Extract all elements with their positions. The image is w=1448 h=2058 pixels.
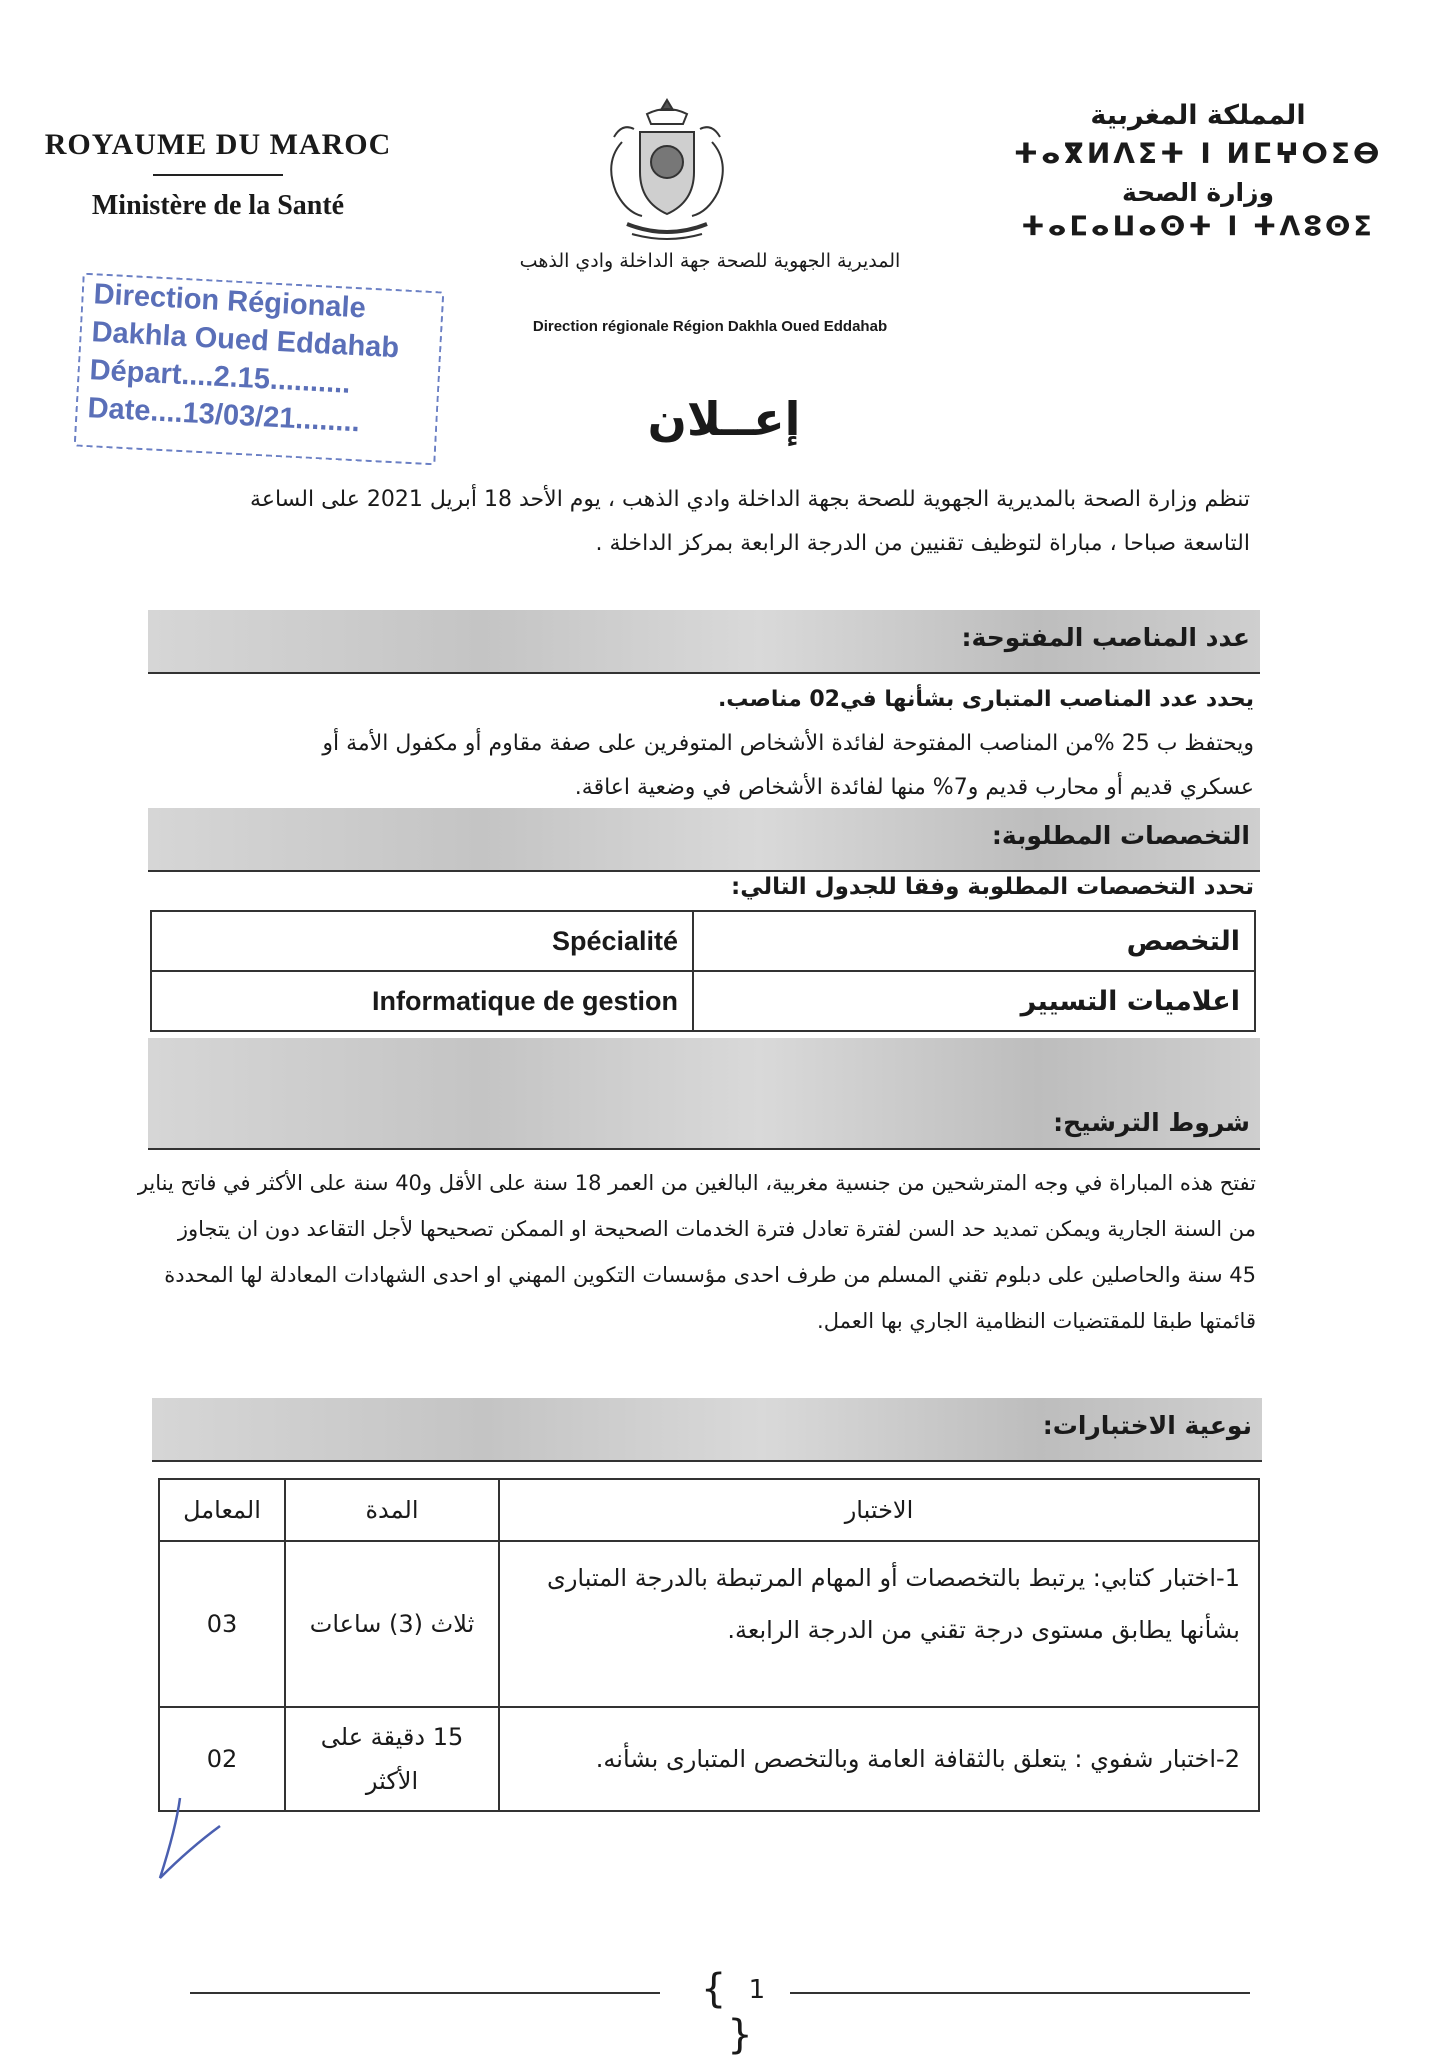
table-cell-exam: 2-اختبار شفوي : يتعلق بالثقافة العامة وبالتخصص المتبارى بشأنه. [499,1707,1259,1811]
section-heading-posts [148,610,1260,674]
posts-line: يحدد عدد المناصب المتبارى بشأنها في02 مناصب. [717,687,1254,712]
table-header-cell: التخصص [693,911,1255,971]
header-arabic [1008,100,1388,242]
fr-kingdom-name: ROYAUME DU MAROC [44,128,392,161]
ar-kingdom-name: المملكة المغربية [1090,100,1306,131]
header-divider [153,174,283,176]
stamp-line: Dakhla Oued Eddahab [90,316,400,365]
footer-rule-right [790,1992,1250,1994]
table-header-cell: Spécialité [151,911,693,971]
section-heading-text: عدد المناصب المفتوحة: [961,623,1250,652]
conditions-line: 45 سنة والحاصلين على دبلوم تقني المسلم من طرف احدى مؤسسات التكوين المهني او احدى الشهادات المعادلة لها المحددة [164,1263,1256,1287]
conditions-line: تفتح هذه المباراة في وجه المترشحين من جنسية مغربية، البالغين من العمر 18 سنة على الأقل و40 سنة على الأكثر في فاتح يناير [137,1171,1256,1195]
ar-ministry-name: وزارة الصحة [1121,178,1275,207]
exams-table [158,1478,1260,1812]
tifinagh-ministry-name: ⵜⴰⵎⴰⵡⴰⵙⵜ ⵏ ⵜⴷⵓⵙⵉ [1021,211,1375,242]
stamp-line: Date....13/03/21........ [86,392,361,439]
table-cell-duration [285,1707,499,1811]
section-heading-exams [152,1398,1262,1462]
specialties-table [150,910,1256,1032]
section-heading-text: شروط الترشيح: [1053,1108,1250,1137]
posts-line: ويحتفظ ب 25 %من المناصب المفتوحة لفائدة الأشخاص المتوفرين على صفة مقاوم أو مكفول الأمة أو [322,731,1254,756]
table-row [159,1541,1259,1707]
exam-line: بشأنها يطابق مستوى درجة تقني من الدرجة الرابعة. [727,1616,1240,1644]
footer-rule-left [190,1992,660,1994]
conditions-line: من السنة الجارية ويمكن تمديد حد السن لفترة تعادل فترة الخدمات الصحيحة او الممكن تصحيحها لأجل التقاعد دون ان يتجاوز [177,1217,1256,1241]
posts-paragraph [160,678,1254,810]
table-cell: Informatique de gestion [151,971,693,1031]
table-cell-exam [499,1541,1259,1707]
table-cell-duration: ثلاث (3) ساعات [285,1541,499,1707]
table-cell-coef: 02 [159,1707,285,1811]
conditions-line: قائمتها طبقا للمقتضيات النظامية الجاري بها العمل. [817,1309,1256,1333]
page-number: { 1 } [690,1966,790,2058]
table-cell: اعلاميات التسيير [693,971,1255,1031]
intro-line: تنظم وزارة الصحة بالمديرية الجهوية للصحة بجهة الداخلة وادي الذهب ، يوم الأحد 18 أبريل 2021 على الساعة [250,487,1250,512]
duration-line: 15 دقيقة على [320,1723,464,1751]
table-header-cell: المعامل [159,1479,285,1541]
coat-of-arms-icon [592,92,742,252]
direction-arabic: المديرية الجهوية للصحة جهة الداخلة وادي الذهب [519,250,901,272]
intro-paragraph [180,478,1250,566]
table-header-cell: الاختبار [499,1479,1259,1541]
stamp-line: Direction Régionale [92,278,367,325]
section-heading-text: التخصصات المطلوبة: [991,821,1250,850]
table-row [159,1707,1259,1811]
exam-line: 1-اختبار كتابي: يرتبط بالتخصصات أو المهام المرتبطة بالدرجة المتبارى [547,1564,1240,1592]
stamp-line: Départ....2.15.......... [88,354,352,400]
table-header-cell: المدة [285,1479,499,1541]
table-row [159,1479,1259,1541]
conditions-paragraph [86,1160,1256,1344]
table-cell-coef: 03 [159,1541,285,1707]
section-heading-specialties [148,808,1260,872]
posts-line: عسكري قديم أو محارب قديم و7% منها لفائدة الأشخاص في وضعية اعاقة. [574,775,1254,800]
tifinagh-kingdom-name: ⵜⴰⴳⵍⴷⵉⵜ ⵏ ⵍⵎⵖⵔⵉⴱ [1013,137,1383,170]
header-french [18,128,418,222]
page-title: إعــلان [647,392,801,446]
direction-french: Direction régionale Région Dakhla Oued Eddahab [532,318,888,335]
section-heading-conditions [148,1038,1260,1150]
table-row [151,911,1255,971]
section-heading-text: نوعية الاختبارات: [1042,1411,1252,1440]
duration-line: الأكثر [365,1767,419,1795]
signature-icon [150,1790,240,1890]
table-row [151,971,1255,1031]
page-number-value: 1 [748,1975,766,2005]
fr-ministry-name: Ministère de la Santé [91,190,345,221]
intro-line: التاسعة صباحا ، مباراة لتوظيف تقنيين من الدرجة الرابعة بمركز الداخلة . [595,531,1250,556]
specialties-intro: تحدد التخصصات المطلوبة وفقا للجدول التالي: [731,874,1254,900]
